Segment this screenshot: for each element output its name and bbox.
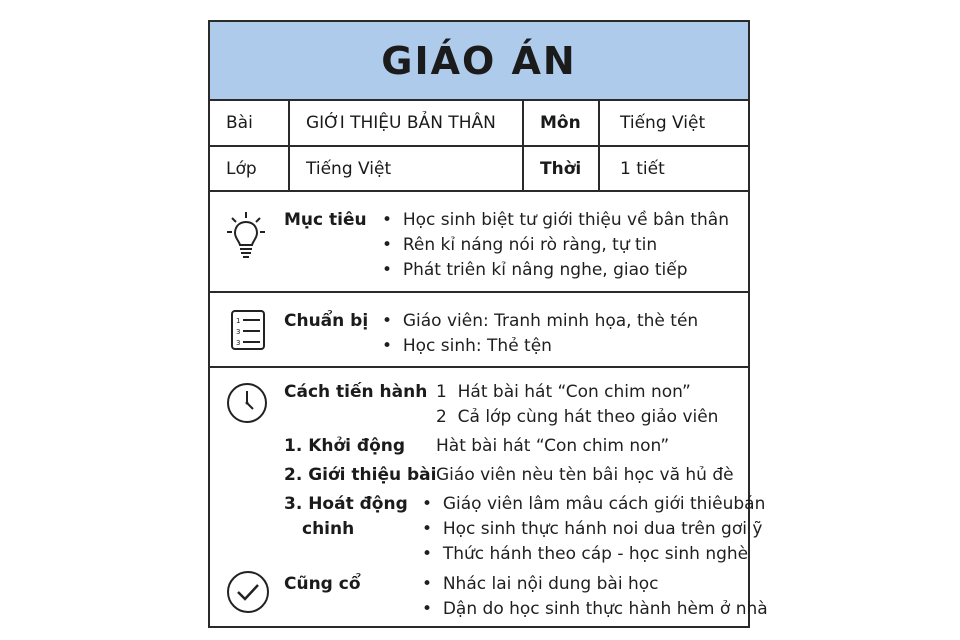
- mon-value: Tiếng Việt: [620, 113, 706, 133]
- check-circle-icon: [226, 570, 270, 618]
- list-item: • Học sinh: Thẻ tện: [382, 336, 552, 356]
- thoi-value: 1 tiết: [620, 158, 665, 179]
- clock-icon: [226, 382, 268, 428]
- list-item: • Nhác lai nội dung bài học: [422, 574, 659, 594]
- section-chuan-bi: [210, 293, 748, 368]
- checklist-icon: [230, 309, 266, 355]
- page-title: GIÁO ÁN: [210, 22, 748, 101]
- mon-label: Môn: [540, 113, 581, 133]
- cach-tien-hanh-label: Cách tiến hành: [284, 382, 428, 402]
- svg-text:3: 3: [236, 339, 241, 347]
- step-khoi-dong-text: Hàt bài hát “Con chim non”: [436, 436, 670, 456]
- list-item: 2 Cả lớp cùng hát theo giảo viên: [436, 407, 719, 427]
- info-row-2: [210, 147, 748, 192]
- list-item: • Thức hánh theo cáp - học sinh nghè: [422, 544, 749, 564]
- list-item: • Rên kỉ náng nói rò ràng, tự tin: [382, 235, 658, 255]
- list-item: • Giáọ viên lâm mâu cách giới thiêubán: [422, 494, 766, 514]
- step-hoat-dong-label: 3. Hoát động: [284, 494, 408, 514]
- list-item: • Học sinh thực hánh noi dua trên gơi ỹ: [422, 519, 763, 539]
- list-item: • Phát triên kỉ nâng nghe, giao tiếp: [382, 260, 688, 280]
- thoi-label: Thời: [540, 158, 582, 179]
- step-gioi-thieu-text: Giáo viên nèu tèn bâi học vă hủ đè: [436, 465, 734, 485]
- bai-label: Bài: [226, 113, 253, 133]
- chuan-bi-label: Chuẩn bị: [284, 311, 369, 331]
- step-gioi-thieu-label: 2. Giới thiệu bài: [284, 465, 437, 485]
- list-item: • Học sinh biệt tư giới thiệu về bân thân: [382, 210, 729, 230]
- lightbulb-icon: [226, 210, 266, 264]
- lop-label: Lớp: [226, 158, 257, 179]
- muc-tieu-label: Mục tiêu: [284, 210, 367, 230]
- section-cach-tien-hanh: [210, 368, 768, 626]
- lop-value: Tiếng Việt: [306, 158, 392, 179]
- list-item: • Giáo viên: Tranh minh họa, thè tén: [382, 311, 699, 331]
- list-item: • Dận do học sinh thực hành hèm ở nhà: [422, 599, 768, 619]
- step-khoi-dong-label: 1. Khởi động: [284, 436, 406, 456]
- info-row-1: [210, 101, 748, 147]
- svg-text:1: 1: [236, 317, 241, 325]
- lesson-plan-sheet: [208, 20, 768, 628]
- bai-value: GIỚI THIỆU BẢN THÂN: [306, 113, 496, 133]
- step-hoat-dong-label-2: chinh: [302, 519, 355, 539]
- section-muc-tieu: [210, 192, 748, 293]
- cung-co-label: Cũng cổ: [284, 574, 361, 594]
- svg-text:3: 3: [236, 328, 241, 336]
- list-item: 1 Hát bài hát “Con chim non”: [436, 382, 691, 402]
